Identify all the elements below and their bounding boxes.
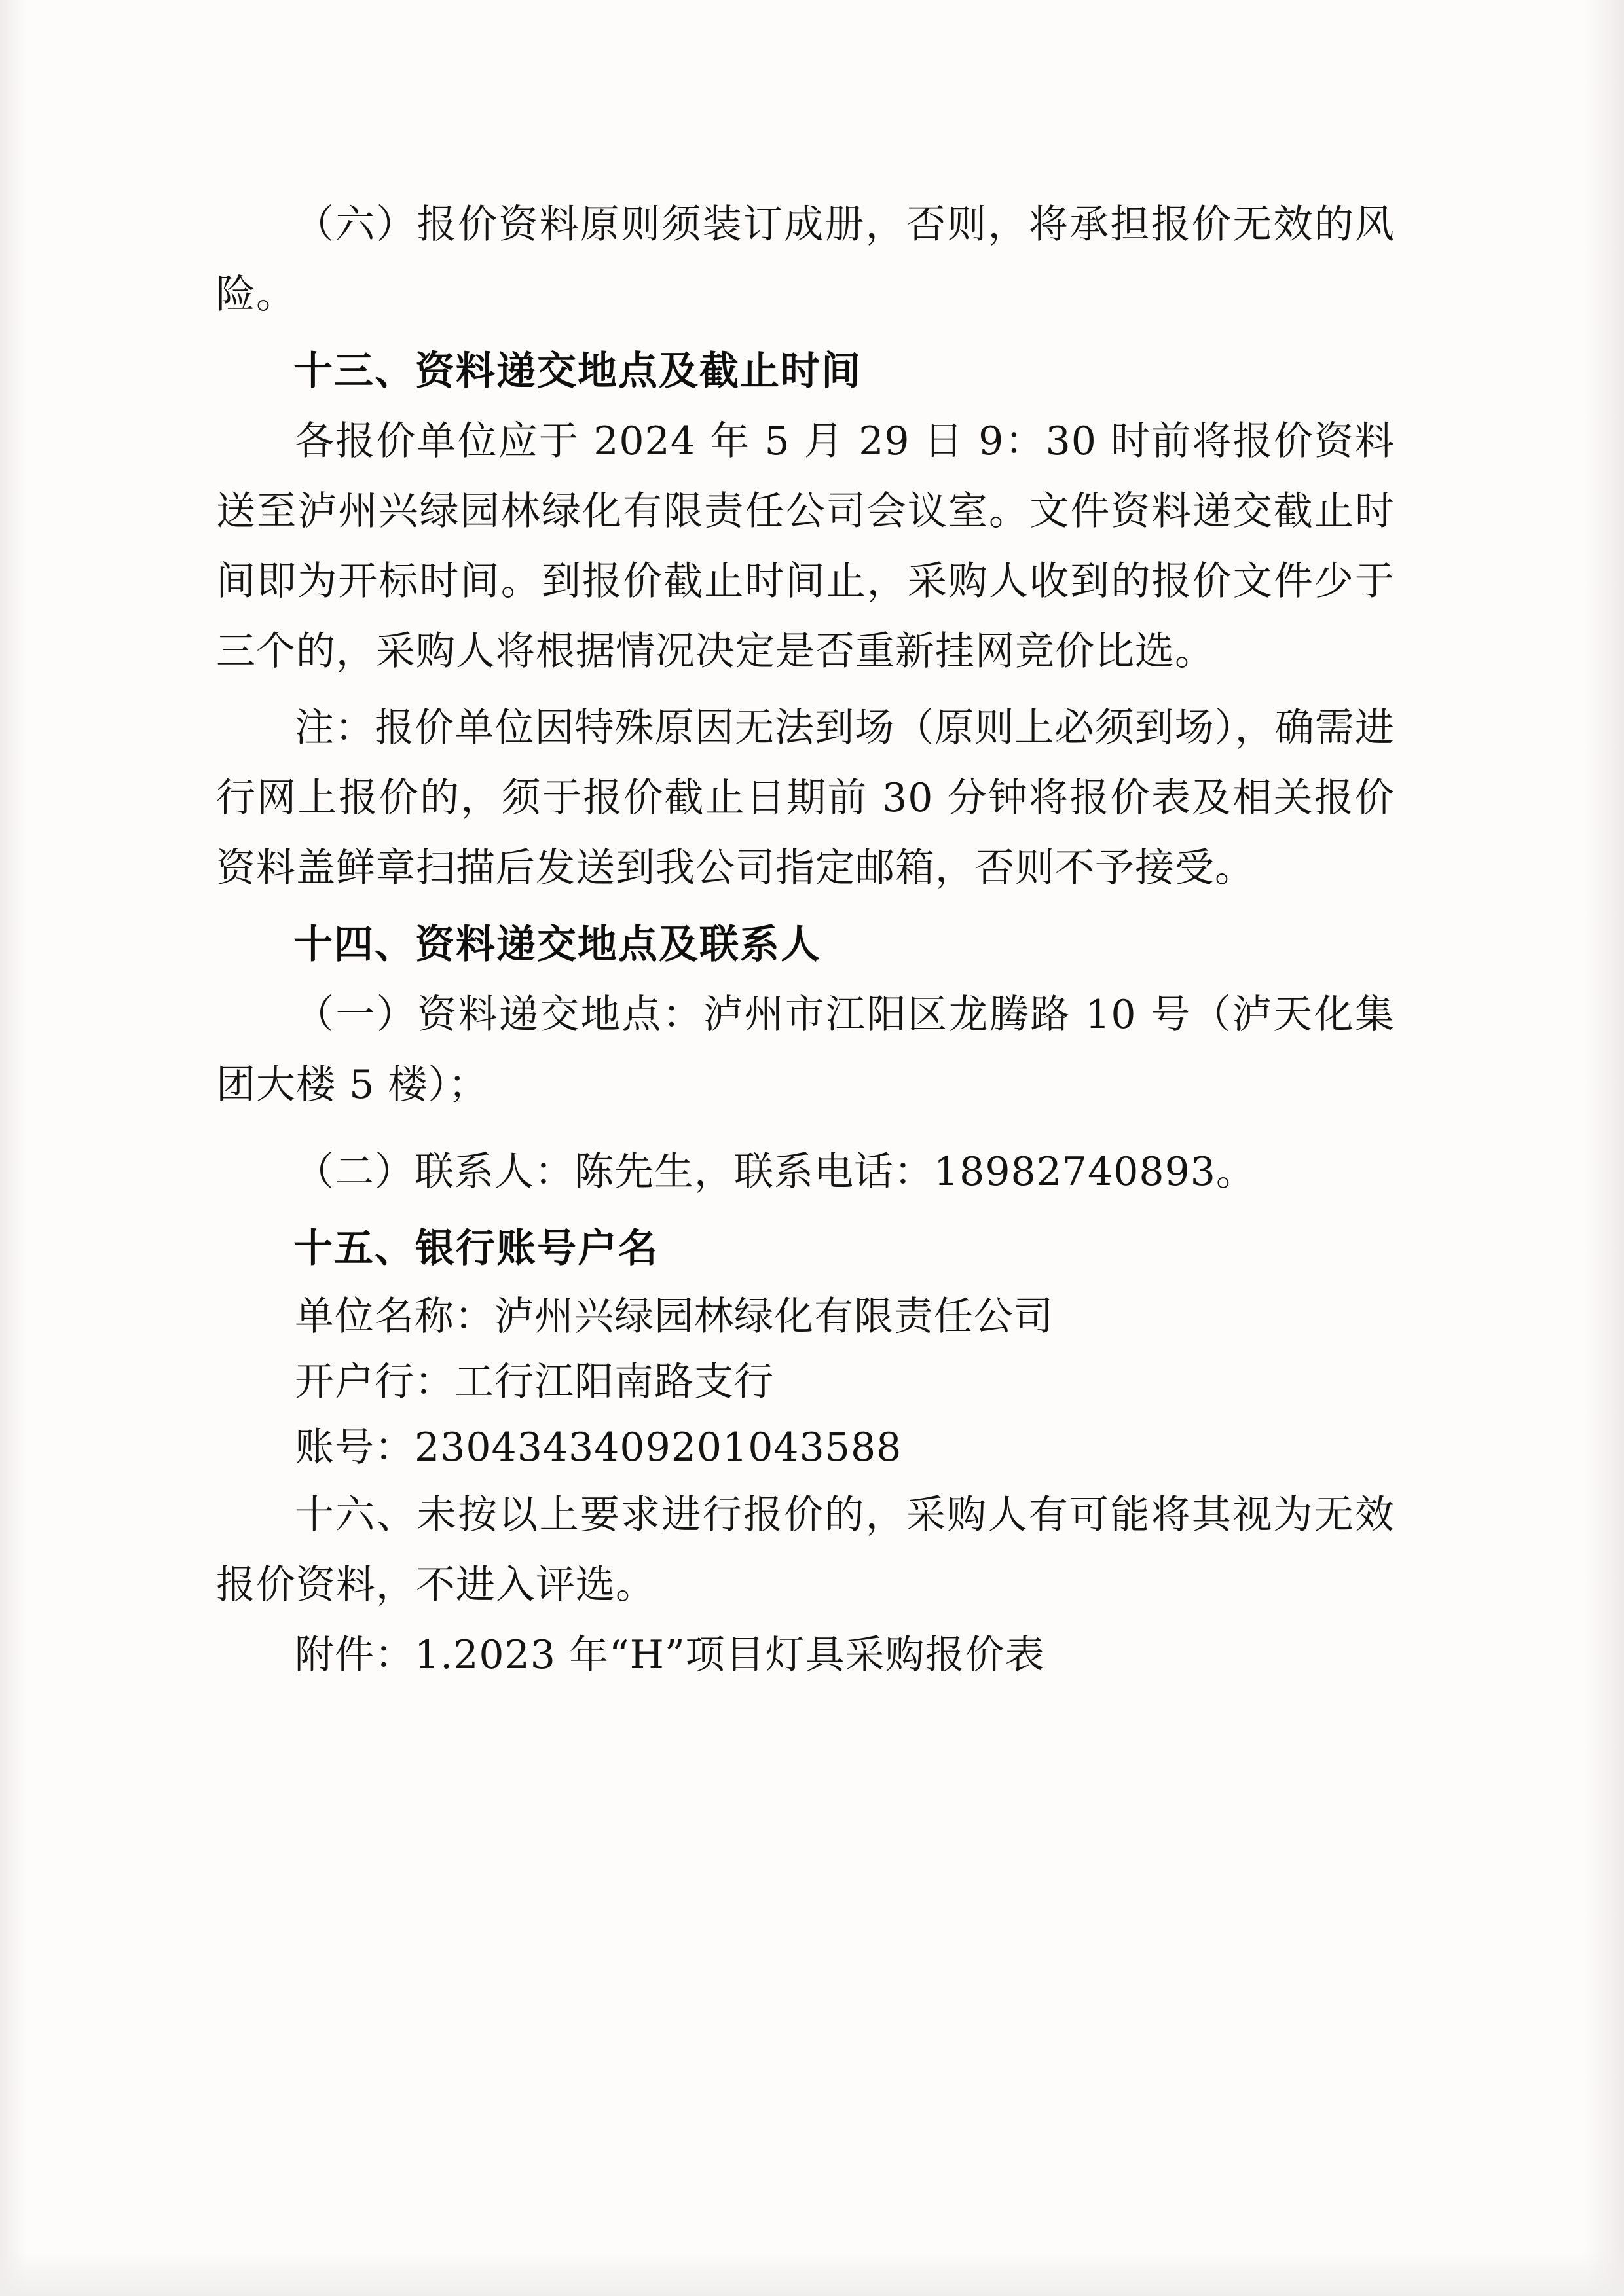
spacer [216,330,1395,337]
bank-account-name: 单位名称：泸州兴绿园林绿化有限责任公司 [295,1294,1054,1339]
spacer [216,903,1395,910]
paragraph-section-13-note: 注：报价单位因特殊原因无法到场（原则上必须到场），确需进行网上报价的，须于报价截止日期前 30 分钟将报价表及相关报价资料盖鲜章扫描后发送到我公司指定邮箱，否则不予接受。 [216,705,1395,891]
paragraph-section-14-item-1: （一）资料递交地点：泸州市江阳区龙腾路 10 号（泸天化集团大楼 5 楼）； [216,992,1395,1108]
paragraph-section-16: 十六、未按以上要求进行报价的，采购人有可能将其视为无效报价资料，不进入评选。 [216,1492,1395,1608]
spacer [216,1120,1395,1137]
scan-edge-left [0,0,26,2296]
heading-section-13: 十三、资料递交地点及截止时间 [293,348,862,394]
scan-edge-bottom [0,2250,1624,2296]
document-body [216,190,1395,1690]
bank-account-number: 账号：2304343409201043588 [295,1425,902,1470]
paragraph-section-14-item-2: （二）联系人：陈先生，联系电话：18982740893。 [295,1149,1256,1195]
spacer [216,687,1395,693]
paragraph-attachment: 附件：1.2023 年“H”项目灯具采购报价表 [295,1632,1045,1678]
spacer [216,1207,1395,1214]
heading-section-14: 十四、资料递交地点及联系人 [293,922,821,968]
scan-edge-right [1585,0,1624,2296]
paragraph-item-six: （六）报价资料原则须装订成册，否则，将承担报价无效的风险。 [216,202,1395,318]
heading-section-15: 十五、银行账号户名 [293,1226,659,1271]
paragraph-section-13-body: 各报价单位应于 2024 年 5 月 29 日 9：30 时前将报价资料送至泸州兴绿园林绿化有限责任公司会议室。文件资料递交截止时间即为开标时间。到报价截止时间止，采购人收到的报价文件少于三个的，采购人将根据情况决定是否重新挂网竞价比选。 [216,418,1395,674]
bank-branch: 开户行：工行江阳南路支行 [295,1359,774,1405]
